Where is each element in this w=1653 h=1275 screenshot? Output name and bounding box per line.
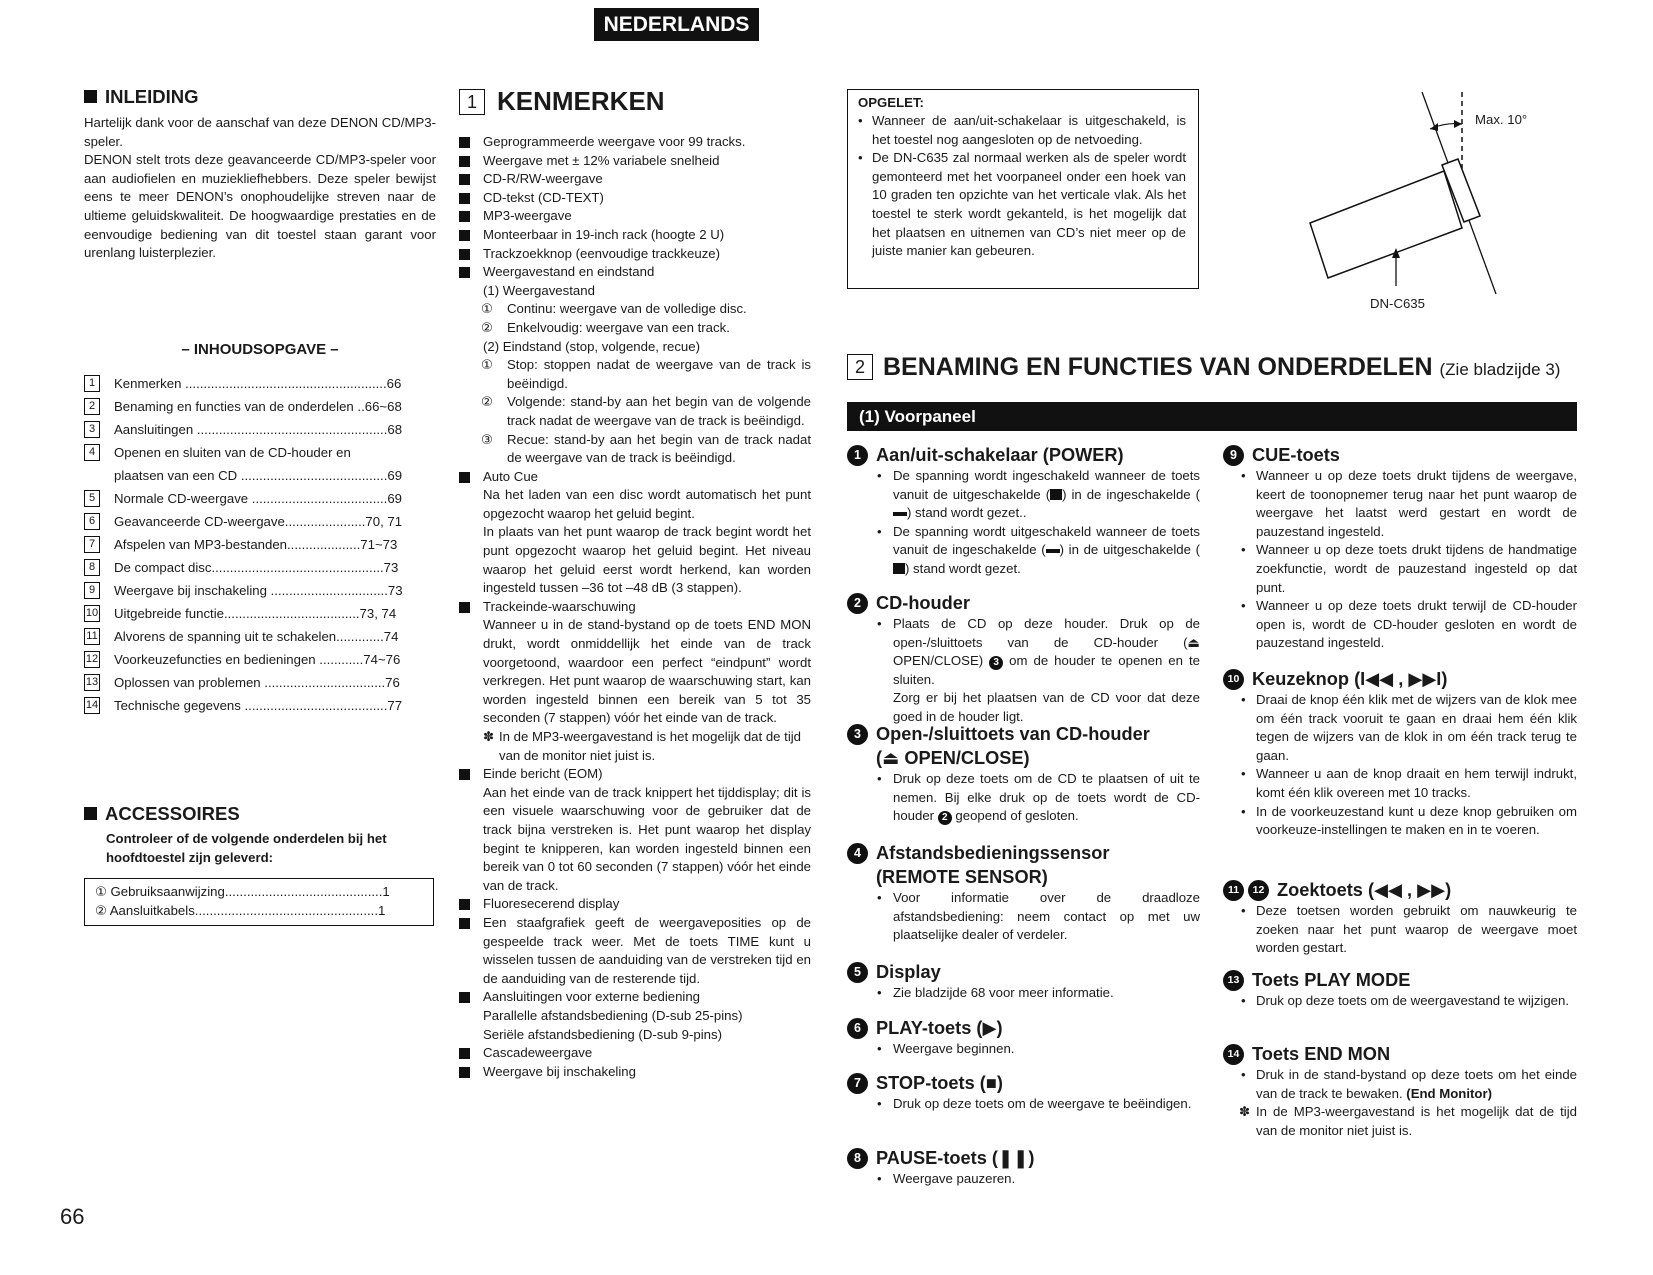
toc-row[interactable] — [84, 464, 434, 487]
toc-number: 8 — [84, 559, 100, 576]
toc-row[interactable] — [84, 579, 434, 602]
button-up-icon — [893, 563, 905, 574]
feature-item: MP3-weergave — [459, 207, 811, 226]
feature-item: Cascadeweergave — [459, 1044, 811, 1063]
part-end-mon — [1223, 1042, 1577, 1140]
square-bullet-icon — [459, 267, 470, 278]
toc-row[interactable] — [84, 602, 434, 625]
toc-number: 3 — [84, 421, 100, 438]
toc-label: Uitgebreide functie.....................................73, 74 — [114, 606, 397, 621]
part-open-close — [847, 722, 1200, 826]
toc-row[interactable] — [84, 625, 434, 648]
toc-label: Openen en sluiten van de CD-houder en — [114, 445, 351, 460]
caution-box — [847, 89, 1199, 289]
toc-title: – INHOUDSOPGAVE – — [181, 341, 339, 358]
feature-item: Geprogrammeerde weergave voor 99 tracks. — [459, 133, 811, 152]
part-bullet: • Plaats de CD op deze houder. Druk op de open-/sluittoets van de CD-houder (⏏ OPEN/CLOSE) 3 om de houder te openen en te sluiten. — [877, 616, 1200, 687]
feature-item: Een staafgrafiek geeft de weergaveposities op de gespeelde track weer. Met de toets TIME kunt u wisselen tussen de aanduiding van de verstreken tijd en de aanduiding van de resterende tijd. — [459, 914, 811, 988]
toc-row[interactable] — [84, 418, 434, 441]
part-number-badge: 5 — [847, 962, 868, 983]
square-bullet-icon — [459, 769, 470, 780]
square-bullet-icon — [459, 899, 470, 910]
square-bullet-icon — [459, 1048, 470, 1059]
part-cd-holder — [847, 591, 1200, 727]
part-heading: 11 12 Zoektoets (◀◀ , ▶▶) — [1223, 878, 1577, 902]
part-search — [1223, 878, 1577, 958]
square-bullet-icon — [459, 156, 470, 167]
feature-item: Weergave met ± 12% variabele snelheid — [459, 152, 811, 171]
toc-label: Normale CD-weergave .....................................69 — [114, 491, 403, 506]
play-icon: ▶ — [982, 1018, 997, 1038]
toc-label: Aansluitingen ....................................................68 — [114, 422, 403, 437]
square-bullet-icon — [459, 174, 470, 185]
toc-row[interactable] — [84, 671, 434, 694]
toc-row[interactable] — [84, 556, 434, 579]
toc-row[interactable] — [84, 510, 434, 533]
square-bullet-icon — [459, 1067, 470, 1078]
feature-item: Auto Cue — [459, 468, 811, 487]
button-down-icon — [1046, 549, 1060, 553]
mode2-label: (2) Eindstand (stop, volgende, recue) — [483, 338, 700, 354]
toc-number: 13 — [84, 674, 100, 691]
square-bullet-icon — [459, 992, 470, 1003]
part-heading: 14 Toets END MON — [1223, 1042, 1577, 1066]
toc-row[interactable] — [84, 395, 434, 418]
feature-desc: Parallelle afstandsbediening (D-sub 25-pins) — [483, 1007, 743, 1023]
front-panel-band: (1) Voorpaneel — [847, 402, 1577, 431]
square-bullet-icon — [459, 602, 470, 613]
part-heading: 6 PLAY-toets (▶) — [847, 1016, 1200, 1040]
mode1-sub: ① Continu: weergave van de volledige disc. — [481, 301, 747, 317]
accessories-heading: ACCESSOIRES — [84, 803, 240, 825]
toc-number: 6 — [84, 513, 100, 530]
square-bullet-icon — [459, 211, 470, 222]
toc-label: Weergave bij inschakeling ................................73 — [114, 583, 403, 598]
mode2-sub: ① Stop: stoppen nadat de weergave van de track is beëindigd. — [481, 357, 811, 391]
feature-desc: Aan het einde van de track knippert het tijddisplay; dit is een visuele waarschuwing voor de gebruiker dat de track bijna verstreken is. Het punt waarop het display begint te knipperen, kan worden ingesteld binnen een bereik van 0 tot 60 seconden (7 stappen) vóór het einde van de track. — [483, 784, 811, 893]
accessories-box — [84, 878, 434, 926]
square-bullet-icon — [459, 137, 470, 148]
feature-item: Fluoresecerend display — [459, 895, 811, 914]
reference-badge: 2 — [938, 811, 952, 825]
model-label: DN-C635 — [1370, 296, 1425, 311]
part-power — [847, 443, 1200, 579]
toc-label: De compact disc...............................................73 — [114, 560, 399, 575]
angle-label: Max. 10° — [1475, 112, 1528, 127]
feature-desc: Seriële afstandsbediening (D-sub 9-pins) — [483, 1026, 722, 1042]
toc-number: 5 — [84, 490, 100, 507]
part-bullet: • Deze toetsen worden gebruikt om nauwkeurig te zoeken naar het punt waarop de weergave moet worden gestart. — [1241, 903, 1577, 956]
accessories-intro: Controleer of de volgende onderdelen bij het hoofdtoestel zijn geleverd: — [106, 831, 387, 865]
toc-label: Afspelen van MP3-bestanden....................71~73 — [114, 537, 398, 552]
toc-number: 2 — [84, 398, 100, 415]
pause-icon: ❚❚ — [997, 1148, 1029, 1168]
toc-label: Voorkeuzefuncties en bedieningen ............74~76 — [114, 652, 401, 667]
button-up-icon — [1050, 489, 1062, 500]
part-remote-sensor — [847, 841, 1200, 945]
square-bullet-icon — [84, 90, 97, 103]
part-number-badge: 7 — [847, 1073, 868, 1094]
part-stop — [847, 1071, 1200, 1114]
eject-icon: ⏏ — [882, 748, 900, 768]
asterisk-icon: ✽ — [483, 729, 495, 744]
toc-label: Oplossen van problemen .................................76 — [114, 675, 400, 690]
caution-item: • De DN-C635 zal normaal werken als de speler wordt gemonteerd met het voorpaneel onder een hoek van 10 graden ten opzichte van het verticale vlak. Als het toestel te sterk wordt gekanteld, is het mogelijk dat het plaatsen en uitnemen van CD’s niet meer op de juiste manier kan gebeuren. — [858, 150, 1186, 259]
toc-label: Technische gegevens .......................................77 — [114, 698, 403, 713]
part-bullet: • Zie bladzijde 68 voor meer informatie. — [877, 985, 1114, 1000]
part-heading-line2: (REMOTE SENSOR) — [876, 867, 1048, 887]
language-banner: NEDERLANDS — [594, 8, 759, 41]
part-heading: 10 Keuzeknop (I◀◀ , ▶▶I) — [1223, 667, 1577, 691]
part-number-badge: 10 — [1223, 669, 1244, 690]
square-bullet-icon — [459, 472, 470, 483]
toc-number: 11 — [84, 628, 100, 645]
part-bullet: • Weergave pauzeren. — [877, 1171, 1016, 1186]
skip-forward-icon: ▶▶I — [1408, 669, 1442, 689]
part-heading: 13 Toets PLAY MODE — [1223, 968, 1577, 992]
part-heading: 7 STOP-toets (■) — [847, 1071, 1200, 1095]
button-down-icon — [893, 512, 907, 516]
part-number-badge: 3 — [847, 724, 868, 745]
toc-label: Alvorens de spanning uit te schakelen.............74 — [114, 629, 399, 644]
section-number: 2 — [847, 354, 873, 380]
part-bullet: • Weergave beginnen. — [877, 1041, 1015, 1056]
square-bullet-icon — [459, 193, 470, 204]
features-list — [459, 133, 811, 1081]
square-bullet-icon — [84, 807, 97, 820]
unit-body — [1310, 171, 1462, 278]
part-number-badge: 8 — [847, 1148, 868, 1169]
toc-row[interactable] — [84, 441, 434, 464]
part-number-badge: 4 — [847, 843, 868, 864]
caution-item: • Wanneer de aan/uit-schakelaar is uitgeschakeld, is het toestel nog aangesloten op de netvoeding. — [858, 113, 1186, 147]
page-number: 66 — [60, 1204, 85, 1229]
part-bullet: • Voor informatie over de draadloze afstandsbediening: neem contact op met uw plaatselijke dealer of verdeler. — [877, 890, 1200, 943]
part-number-badge: 6 — [847, 1018, 868, 1039]
angle-arrowhead — [1454, 120, 1462, 128]
part-number-badge: 9 — [1223, 445, 1244, 466]
accessory-item: ① Gebruiksaanwijzing...........................................1 — [95, 884, 390, 899]
feature-item: Weergavestand en eindstand — [459, 263, 811, 282]
part-note: Zorg er bij het plaatsen van de CD voor dat deze goed in de houder ligt. — [893, 690, 1200, 724]
asterisk-icon: ✽ — [1239, 1104, 1251, 1120]
section2-heading: 2 BENAMING EN FUNCTIES VAN ONDERDELEN (Zie bladzijde 3) — [847, 352, 1577, 385]
intro-paragraph-1: Hartelijk dank voor de aanschaf van deze DENON CD/MP3-speler. — [84, 115, 436, 149]
part-bullet: • Wanneer u op deze toets drukt tijdens de weergave, keert de toonopnemer terug naar het punt waarop de weergave het laatst werd gestart en wordt de pauzestand ingesteld. — [1241, 468, 1577, 539]
toc-row[interactable] — [84, 694, 434, 717]
feature-desc: Wanneer u in de stand-bystand op de toets END MON drukt, wordt onmiddellijk het einde van de track voorgetoond, waardoor een perfect “eindpunt” wordt verkregen. Het punt waarop de waarschuwing start, kan worden ingesteld binnen een bereik van 5 tot 35 seconden (7 stappen) vóór het einde van de track. — [483, 617, 811, 726]
square-bullet-icon — [459, 249, 470, 260]
intro-heading: INLEIDING — [84, 86, 199, 108]
part-bullet: • Wanneer u aan de knop draait en hem terwijl indrukt, komt één klik overeen met 10 tracks. — [1241, 766, 1577, 800]
part-note: ✽ In de MP3-weergavestand is het mogelijk dat de tijd van de monitor niet juist is. — [1239, 1104, 1577, 1138]
toc-number: 7 — [84, 536, 100, 553]
toc-row[interactable] — [84, 487, 434, 510]
part-heading: 5 Display — [847, 960, 1200, 984]
part-bullet: • Wanneer u op deze toets drukt tijdens de handmatige zoekfunctie, wordt de pauzestand ingesteld op dat punt. — [1241, 542, 1577, 595]
part-number-badge: 2 — [847, 593, 868, 614]
feature-item: Trackzoekknop (eenvoudige trackkeuze) — [459, 245, 811, 264]
part-heading: 1 Aan/uit-schakelaar (POWER) — [847, 443, 1200, 467]
feature-item: CD-R/RW-weergave — [459, 170, 811, 189]
toc-label: Geavanceerde CD-weergave......................70, 71 — [114, 514, 403, 529]
feature-desc: In plaats van het punt waarop de track begint wordt het punt opgezocht waarop het geluid begint. Het niveau waarop het geluid eerst wordt herkend, kan worden ingesteld tussen –36 tot –48 dB (3 stappen). — [483, 524, 811, 596]
mode2-sub: ② Volgende: stand-by aan het begin van de volgende track nadat de weergave van de track is beëindigd. — [481, 394, 811, 428]
intro-text — [84, 114, 436, 263]
toc-label: Benaming en functies van de onderdelen ..66~68 — [114, 399, 402, 414]
square-bullet-icon — [459, 918, 470, 929]
part-display — [847, 960, 1200, 1003]
toc-number: 14 — [84, 697, 100, 714]
rewind-icon: ◀◀ — [1374, 880, 1402, 900]
part-play-mode — [1223, 968, 1577, 1011]
toc-row[interactable] — [84, 648, 434, 671]
feature-item: CD-tekst (CD-TEXT) — [459, 189, 811, 208]
part-play — [847, 1016, 1200, 1059]
part-heading: 3 Open-/sluittoets van CD-houder — [847, 722, 1200, 746]
mode1-sub: ② Enkelvoudig: weergave van een track. — [481, 319, 730, 335]
eject-icon: ⏏ — [1187, 634, 1200, 650]
skip-back-icon: I◀◀ — [1360, 669, 1394, 689]
part-number-badge: 11 — [1223, 880, 1244, 901]
reference-badge: 3 — [989, 656, 1003, 670]
part-bullet: • In de voorkeuzestand kunt u deze knop gebruiken om voorkeuze-instellingen te maken en in te voeren. — [1241, 803, 1577, 838]
part-bullet: • Druk op deze toets om de CD te plaatsen of uit te nemen. Bij elke druk op de toets wordt de CD-houder 2 geopend of gesloten. — [877, 771, 1200, 824]
part-bullet: • Wanneer u op deze toets drukt terwijl de CD-houder open is, wordt de CD-houder gesloten en wordt de pauzestand ingesteld. — [1241, 598, 1577, 651]
feature-desc: Na het laden van een disc wordt automatisch het punt opgezocht waarop het geluid begint. — [483, 487, 811, 521]
part-heading-line2: (⏏ OPEN/CLOSE) — [876, 748, 1030, 768]
toc-number: 12 — [84, 651, 100, 668]
feature-item: Einde bericht (EOM) — [459, 765, 811, 784]
toc-row[interactable] — [84, 372, 434, 395]
stop-icon: ■ — [985, 1073, 997, 1093]
toc-number: 4 — [84, 444, 100, 461]
caution-title: OPGELET: — [858, 95, 924, 110]
mode1-label: (1) Weergavestand — [483, 282, 595, 298]
features-heading: 1 KENMERKEN — [459, 86, 665, 116]
part-number-badge: 13 — [1223, 970, 1244, 991]
accessory-item: ② Aansluitkabels..................................................1 — [95, 902, 386, 918]
mode2-sub: ③ Recue: stand-by aan het begin van de track nadat de weergave van de track is beëindigd. — [481, 431, 811, 466]
part-bullet: • Druk op deze toets om de weergavestand te wijzigen. — [1241, 993, 1570, 1008]
mounting-diagram — [1290, 88, 1570, 318]
feature-item: Weergave bij inschakeling — [459, 1063, 811, 1082]
part-bullet: • De spanning wordt ingeschakeld wanneer de toets vanuit de uitgeschakelde ( ) in de ingeschakelde () stand wordt gezet.. — [877, 468, 1200, 521]
toc-number: 9 — [84, 582, 100, 599]
square-bullet-icon — [459, 230, 470, 241]
section-number: 1 — [459, 89, 485, 115]
fast-forward-icon: ▶▶ — [1417, 880, 1446, 900]
feature-item: Monteerbaar in 19-inch rack (hoogte 2 U) — [459, 226, 811, 245]
part-bullet: • Druk op deze toets om de weergave te beëindigen. — [877, 1096, 1192, 1111]
part-selector-knob — [1223, 667, 1577, 840]
feature-item: Trackeinde-waarschuwing — [459, 598, 811, 617]
part-number-badge: 12 — [1248, 880, 1269, 901]
toc-row[interactable] — [84, 533, 434, 556]
tilt-diagram-svg — [1290, 88, 1570, 318]
toc-label: Kenmerken .......................................................66 — [114, 376, 402, 391]
part-cue — [1223, 443, 1577, 653]
part-number-badge: 1 — [847, 445, 868, 466]
part-heading: 4 Afstandsbedieningssensor — [847, 841, 1200, 865]
feature-item: Aansluitingen voor externe bediening — [459, 988, 811, 1007]
part-number-badge: 14 — [1223, 1044, 1244, 1065]
part-heading: 2 CD-houder — [847, 591, 1200, 615]
part-heading: 9 CUE-toets — [1223, 443, 1577, 467]
part-bullet: • Draai de knop één klik met de wijzers van de klok mee om één track vooruit te gaan en draai hem één klik tegen de wijzers van de klok in om één track terug te gaan. — [1241, 692, 1577, 763]
intro-paragraph-2: DENON stelt trots deze geavanceerde CD/MP3-speler voor aan audiofielen en muziekliefhebbers. Deze speler bewijst eens te meer DENON’s onophoudelijke streven naar de ultieme geluidskwaliteit. De hoogwaardige prestaties en de eenvoudige bediening van dit toestel staan garant voor urenlang luisterplezier. — [84, 152, 436, 261]
section2-ref: (Zie bladzijde 3) — [1439, 360, 1561, 379]
feature-note: ✽ In de MP3-weergavestand is het mogelijk dat de tijd van de monitor niet juist is. — [483, 729, 802, 763]
part-pause — [847, 1146, 1200, 1189]
toc-number: 1 — [84, 375, 100, 392]
toc-label: plaatsen van een CD ........................................69 — [114, 468, 403, 483]
part-heading: 8 PAUSE-toets (❚❚) — [847, 1146, 1200, 1170]
part-bullet: • De spanning wordt uitgeschakeld wanneer de toets vanuit de ingeschakelde ( ) in de uitgeschakelde () stand wordt gezet. — [877, 523, 1200, 576]
part-bullet: • Druk in de stand-bystand op deze toets om het einde van de track te bewaken. (End Monitor) — [1241, 1067, 1577, 1101]
toc-number: 10 — [84, 605, 100, 622]
